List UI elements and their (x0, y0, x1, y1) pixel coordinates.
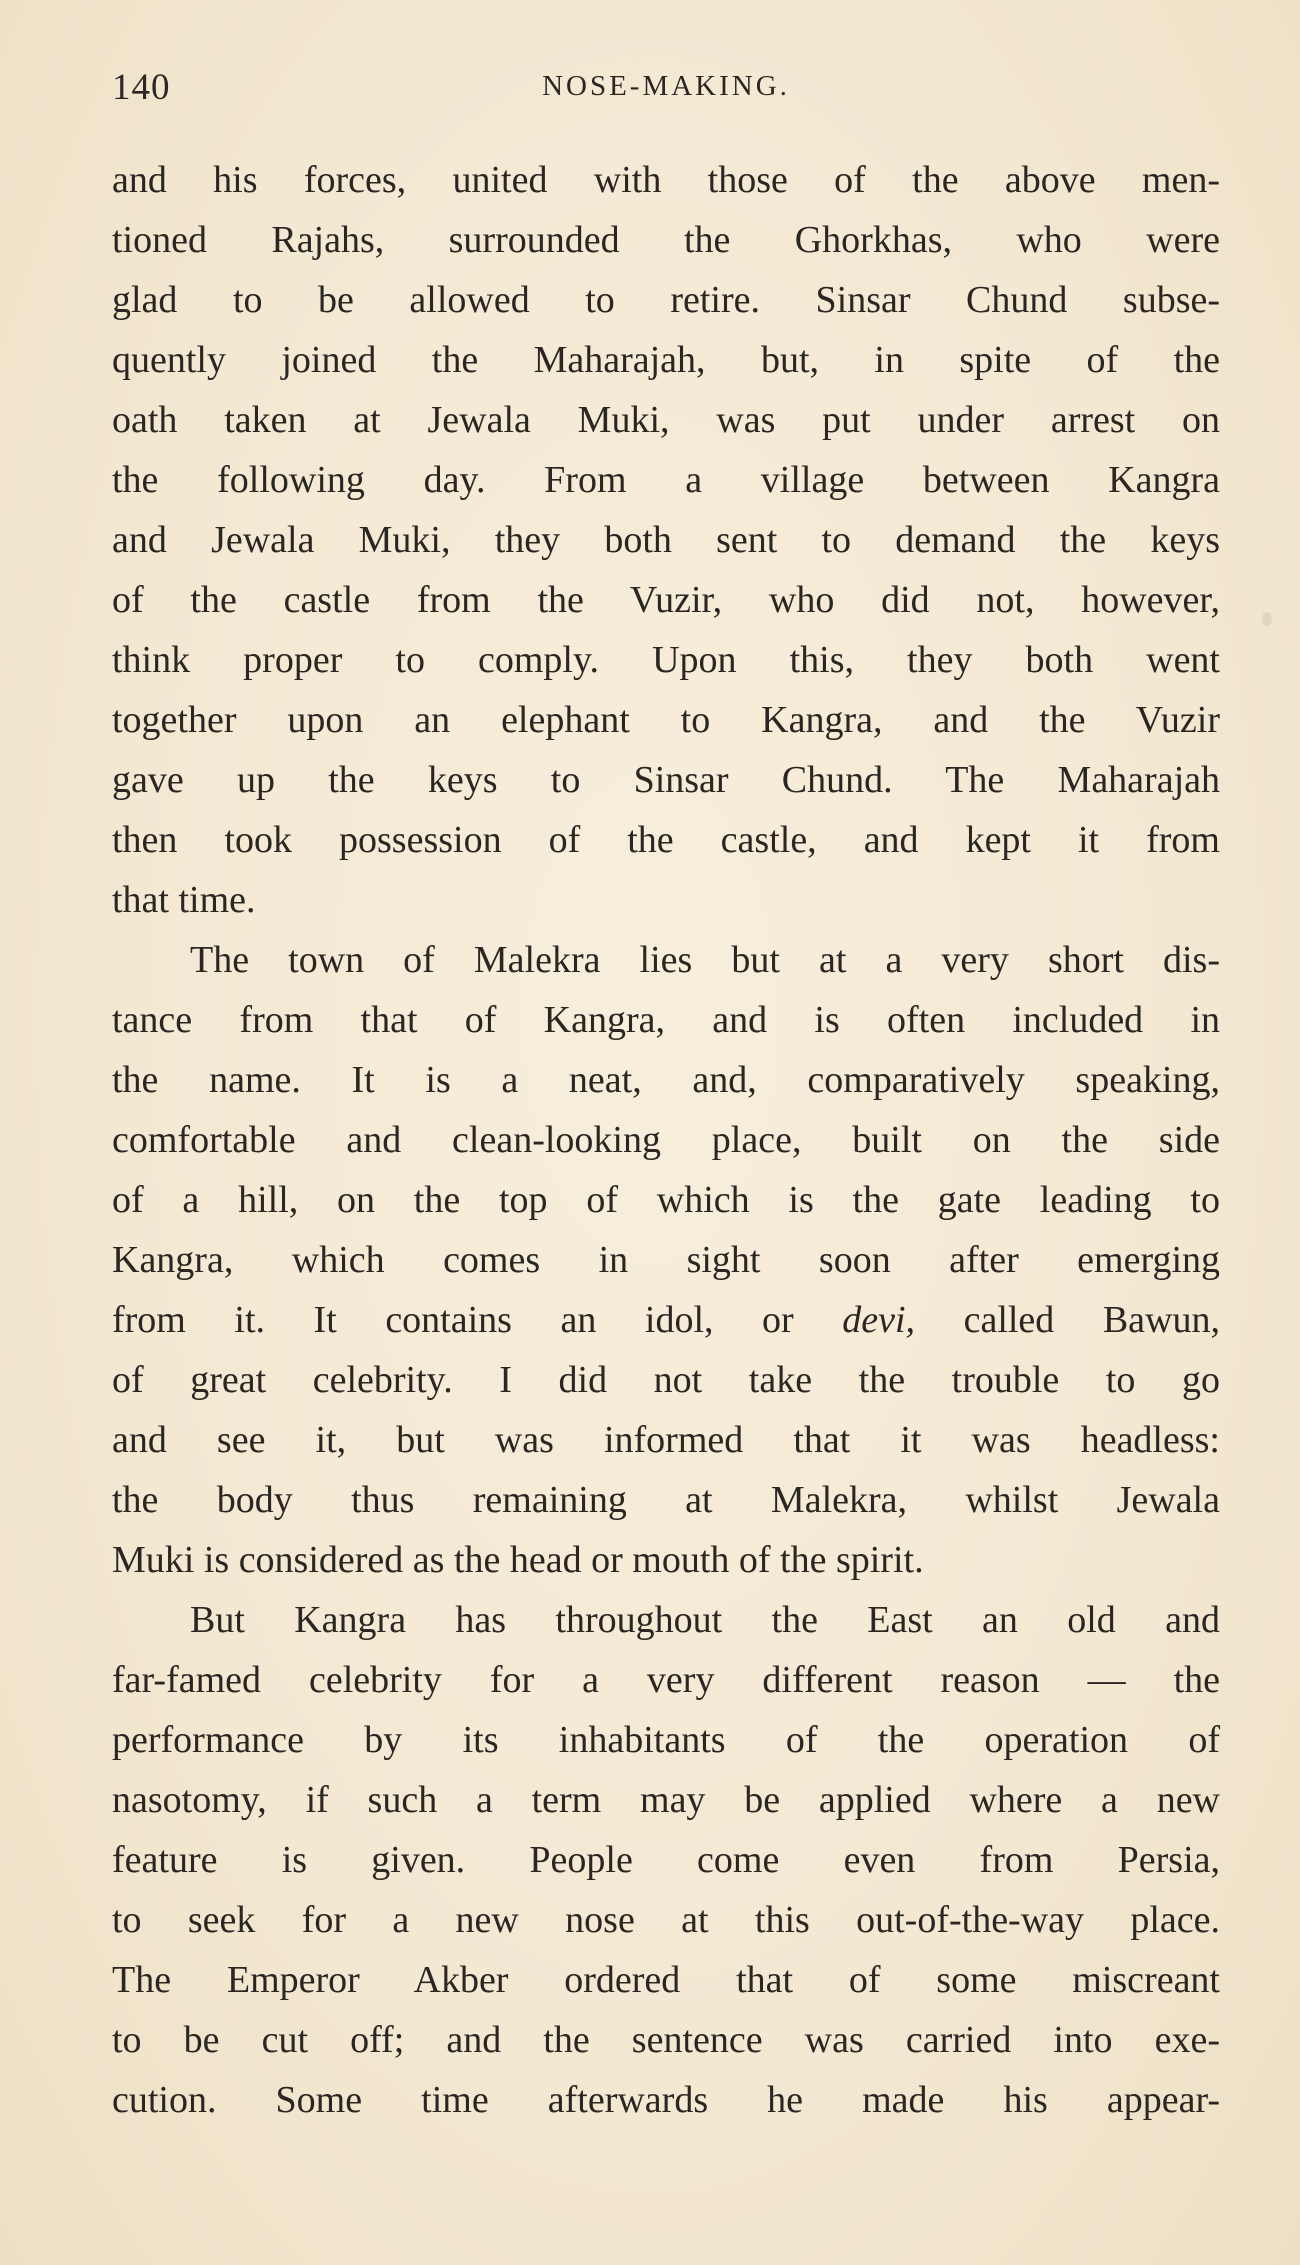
text-line: nasotomy, if such a term may be applied where a new (112, 1779, 1220, 1821)
text-line: to be cut off; and the sentence was carried into exe- (112, 2019, 1220, 2061)
paragraph-start-line: But Kangra has throughout the East an old and (190, 1599, 1220, 1641)
text-line: tioned Rajahs, surrounded the Ghorkhas, who were (112, 219, 1220, 261)
text-line: performance by its inhabitants of the operation of (112, 1719, 1220, 1761)
text-line: The Emperor Akber ordered that of some miscreant (112, 1959, 1220, 2001)
text-line: glad to be allowed to retire. Sinsar Chund subse- (112, 279, 1220, 321)
text-line: feature is given. People come even from Persia, (112, 1839, 1220, 1881)
text-line: and his forces, united with those of the above men- (112, 159, 1220, 201)
text-line: comfortable and clean-looking place, built on the side (112, 1119, 1220, 1161)
text-line: of a hill, on the top of which is the gate leading to (112, 1179, 1220, 1221)
text-line: and see it, but was informed that it was headless: (112, 1419, 1220, 1461)
body-text (112, 150, 1220, 2130)
text-line: together upon an elephant to Kangra, and the Vuzir (112, 699, 1220, 741)
text-line: and Jewala Muki, they both sent to demand the keys (112, 519, 1220, 561)
page-number: 140 (112, 67, 171, 108)
text-line: far-famed celebrity for a very different reason — the (112, 1659, 1220, 1701)
text-line: oath taken at Jewala Muki, was put under arrest on (112, 399, 1220, 441)
line-segment: from it. It contains an idol, or (112, 1299, 843, 1341)
line-segment: called Bawun, (915, 1299, 1220, 1341)
text-line: the name. It is a neat, and, comparatively speaking, (112, 1059, 1220, 1101)
text-line: Kangra, which comes in sight soon after emerging (112, 1239, 1220, 1281)
text-line: cution. Some time afterwards he made his appear- (112, 2079, 1220, 2121)
text-line: the following day. From a village between Kangra (112, 459, 1220, 501)
running-title: NOSE-MAKING. (542, 70, 790, 102)
paragraph-end-line: that time. (112, 879, 256, 921)
text-line: to seek for a new nose at this out-of-the-way place. (112, 1899, 1220, 1941)
paper-speck (1262, 612, 1272, 626)
text-line: gave up the keys to Sinsar Chund. The Maharajah (112, 759, 1220, 801)
paragraph-end-line: Muki is considered as the head or mouth of the spirit. (112, 1539, 924, 1581)
italic-term: devi, (842, 1299, 916, 1341)
text-line: the body thus remaining at Malekra, whilst Jewala (112, 1479, 1220, 1521)
text-line-with-italic (112, 1290, 1220, 1350)
text-line: think proper to comply. Upon this, they both went (112, 639, 1220, 681)
running-head (112, 66, 1220, 116)
text-line: of great celebrity. I did not take the trouble to go (112, 1359, 1220, 1401)
text-line: quently joined the Maharajah, but, in spite of the (112, 339, 1220, 381)
text-line: of the castle from the Vuzir, who did not, however, (112, 579, 1220, 621)
text-line: tance from that of Kangra, and is often included in (112, 999, 1220, 1041)
text-line: then took possession of the castle, and kept it from (112, 819, 1220, 861)
paragraph-start-line: The town of Malekra lies but at a very short dis- (190, 939, 1220, 981)
